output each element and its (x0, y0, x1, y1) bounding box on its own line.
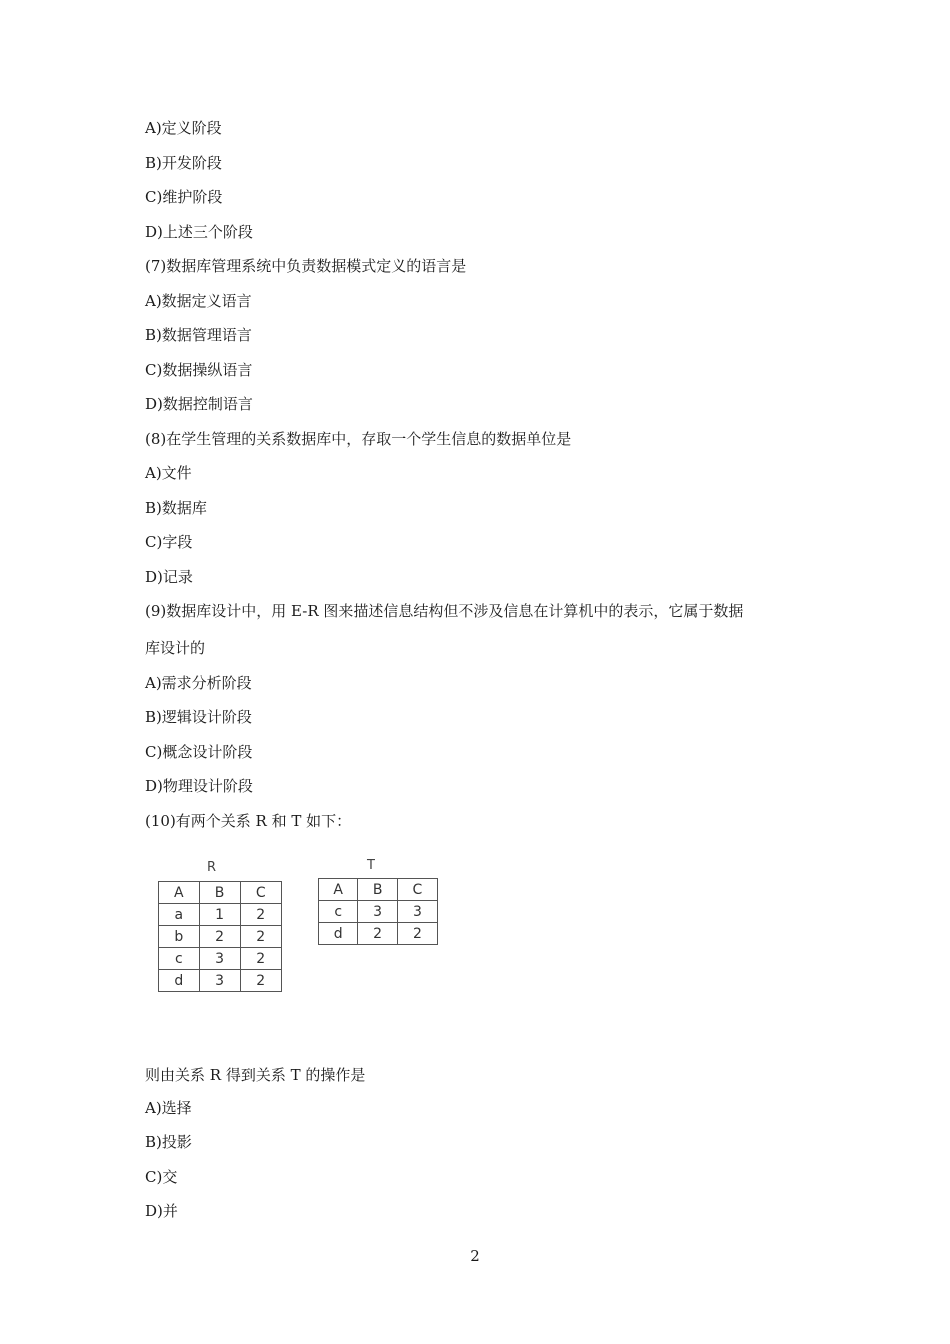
table-cell: 2 (397, 923, 437, 945)
q7-option-c: C)数据操纵语言 (145, 361, 253, 379)
table-cell: c (319, 901, 358, 923)
table-cell: d (319, 923, 358, 945)
page-number: 2 (470, 1247, 480, 1265)
relation-t-caption: T (367, 858, 375, 873)
question-10: (10)有两个关系 R 和 T 如下： (145, 812, 352, 830)
relation-r-caption: R (207, 860, 217, 875)
table-cell: 3 (199, 970, 240, 992)
question-9-line-2: 库设计的 (145, 639, 206, 657)
table-cell: 2 (240, 970, 282, 992)
q10-option-d: D)并 (145, 1202, 178, 1220)
q8-option-a: A)文件 (145, 464, 192, 482)
q10-option-a: A)选择 (145, 1099, 192, 1117)
table-row (319, 923, 438, 945)
table-header-cell: C (240, 882, 282, 904)
line-option-c-maintain: C)维护阶段 (145, 188, 223, 206)
table-cell: d (159, 970, 200, 992)
q9-option-d: D)物理设计阶段 (145, 777, 253, 795)
q10-option-c: C)交 (145, 1168, 178, 1186)
table-cell: b (159, 926, 200, 948)
table-cell: c (159, 948, 200, 970)
q8-option-d: D)记录 (145, 568, 193, 586)
table-cell: a (159, 904, 200, 926)
line-option-b-develop: B)开发阶段 (145, 154, 222, 172)
table-row (159, 948, 282, 970)
table-row (319, 901, 438, 923)
table-cell: 2 (358, 923, 397, 945)
q9-option-c: C)概念设计阶段 (145, 743, 253, 761)
table-row (159, 926, 282, 948)
table-cell: 2 (240, 948, 282, 970)
q8-option-c: C)字段 (145, 533, 193, 551)
table-cell: 3 (199, 948, 240, 970)
table-cell: 3 (358, 901, 397, 923)
table-header-cell: A (319, 879, 358, 901)
line-option-a-define: A)定义阶段 (145, 119, 222, 137)
q9-option-b: B)逻辑设计阶段 (145, 708, 252, 726)
table-row (159, 904, 282, 926)
q7-option-b: B)数据管理语言 (145, 326, 252, 344)
table-cell: 1 (199, 904, 240, 926)
question-9-line-1: (9)数据库设计中，用 E-R 图来描述信息结构但不涉及信息在计算机中的表示，它属于数据 (145, 602, 744, 620)
table-header-cell: A (159, 882, 200, 904)
q7-option-d: D)数据控制语言 (145, 395, 253, 413)
q10-option-b: B)投影 (145, 1133, 192, 1151)
table-row (319, 879, 438, 901)
q9-option-a: A)需求分析阶段 (145, 674, 252, 692)
question-7: (7)数据库管理系统中负责数据模式定义的语言是 (145, 257, 467, 275)
question-8: (8)在学生管理的关系数据库中，存取一个学生信息的数据单位是 (145, 430, 572, 448)
relation-r-table (158, 881, 282, 992)
table-cell: 2 (240, 904, 282, 926)
q10-stem: 则由关系 R 得到关系 T 的操作是 (145, 1066, 366, 1084)
q7-option-a: A)数据定义语言 (145, 292, 252, 310)
table-header-cell: B (358, 879, 397, 901)
table-header-cell: B (199, 882, 240, 904)
table-row (159, 970, 282, 992)
table-cell: 2 (240, 926, 282, 948)
table-cell: 2 (199, 926, 240, 948)
table-header-cell: C (397, 879, 437, 901)
q8-option-b: B)数据库 (145, 499, 207, 517)
table-cell: 3 (397, 901, 437, 923)
relation-t-table (318, 878, 438, 945)
table-row (159, 882, 282, 904)
line-option-d-all-three: D)上述三个阶段 (145, 223, 253, 241)
